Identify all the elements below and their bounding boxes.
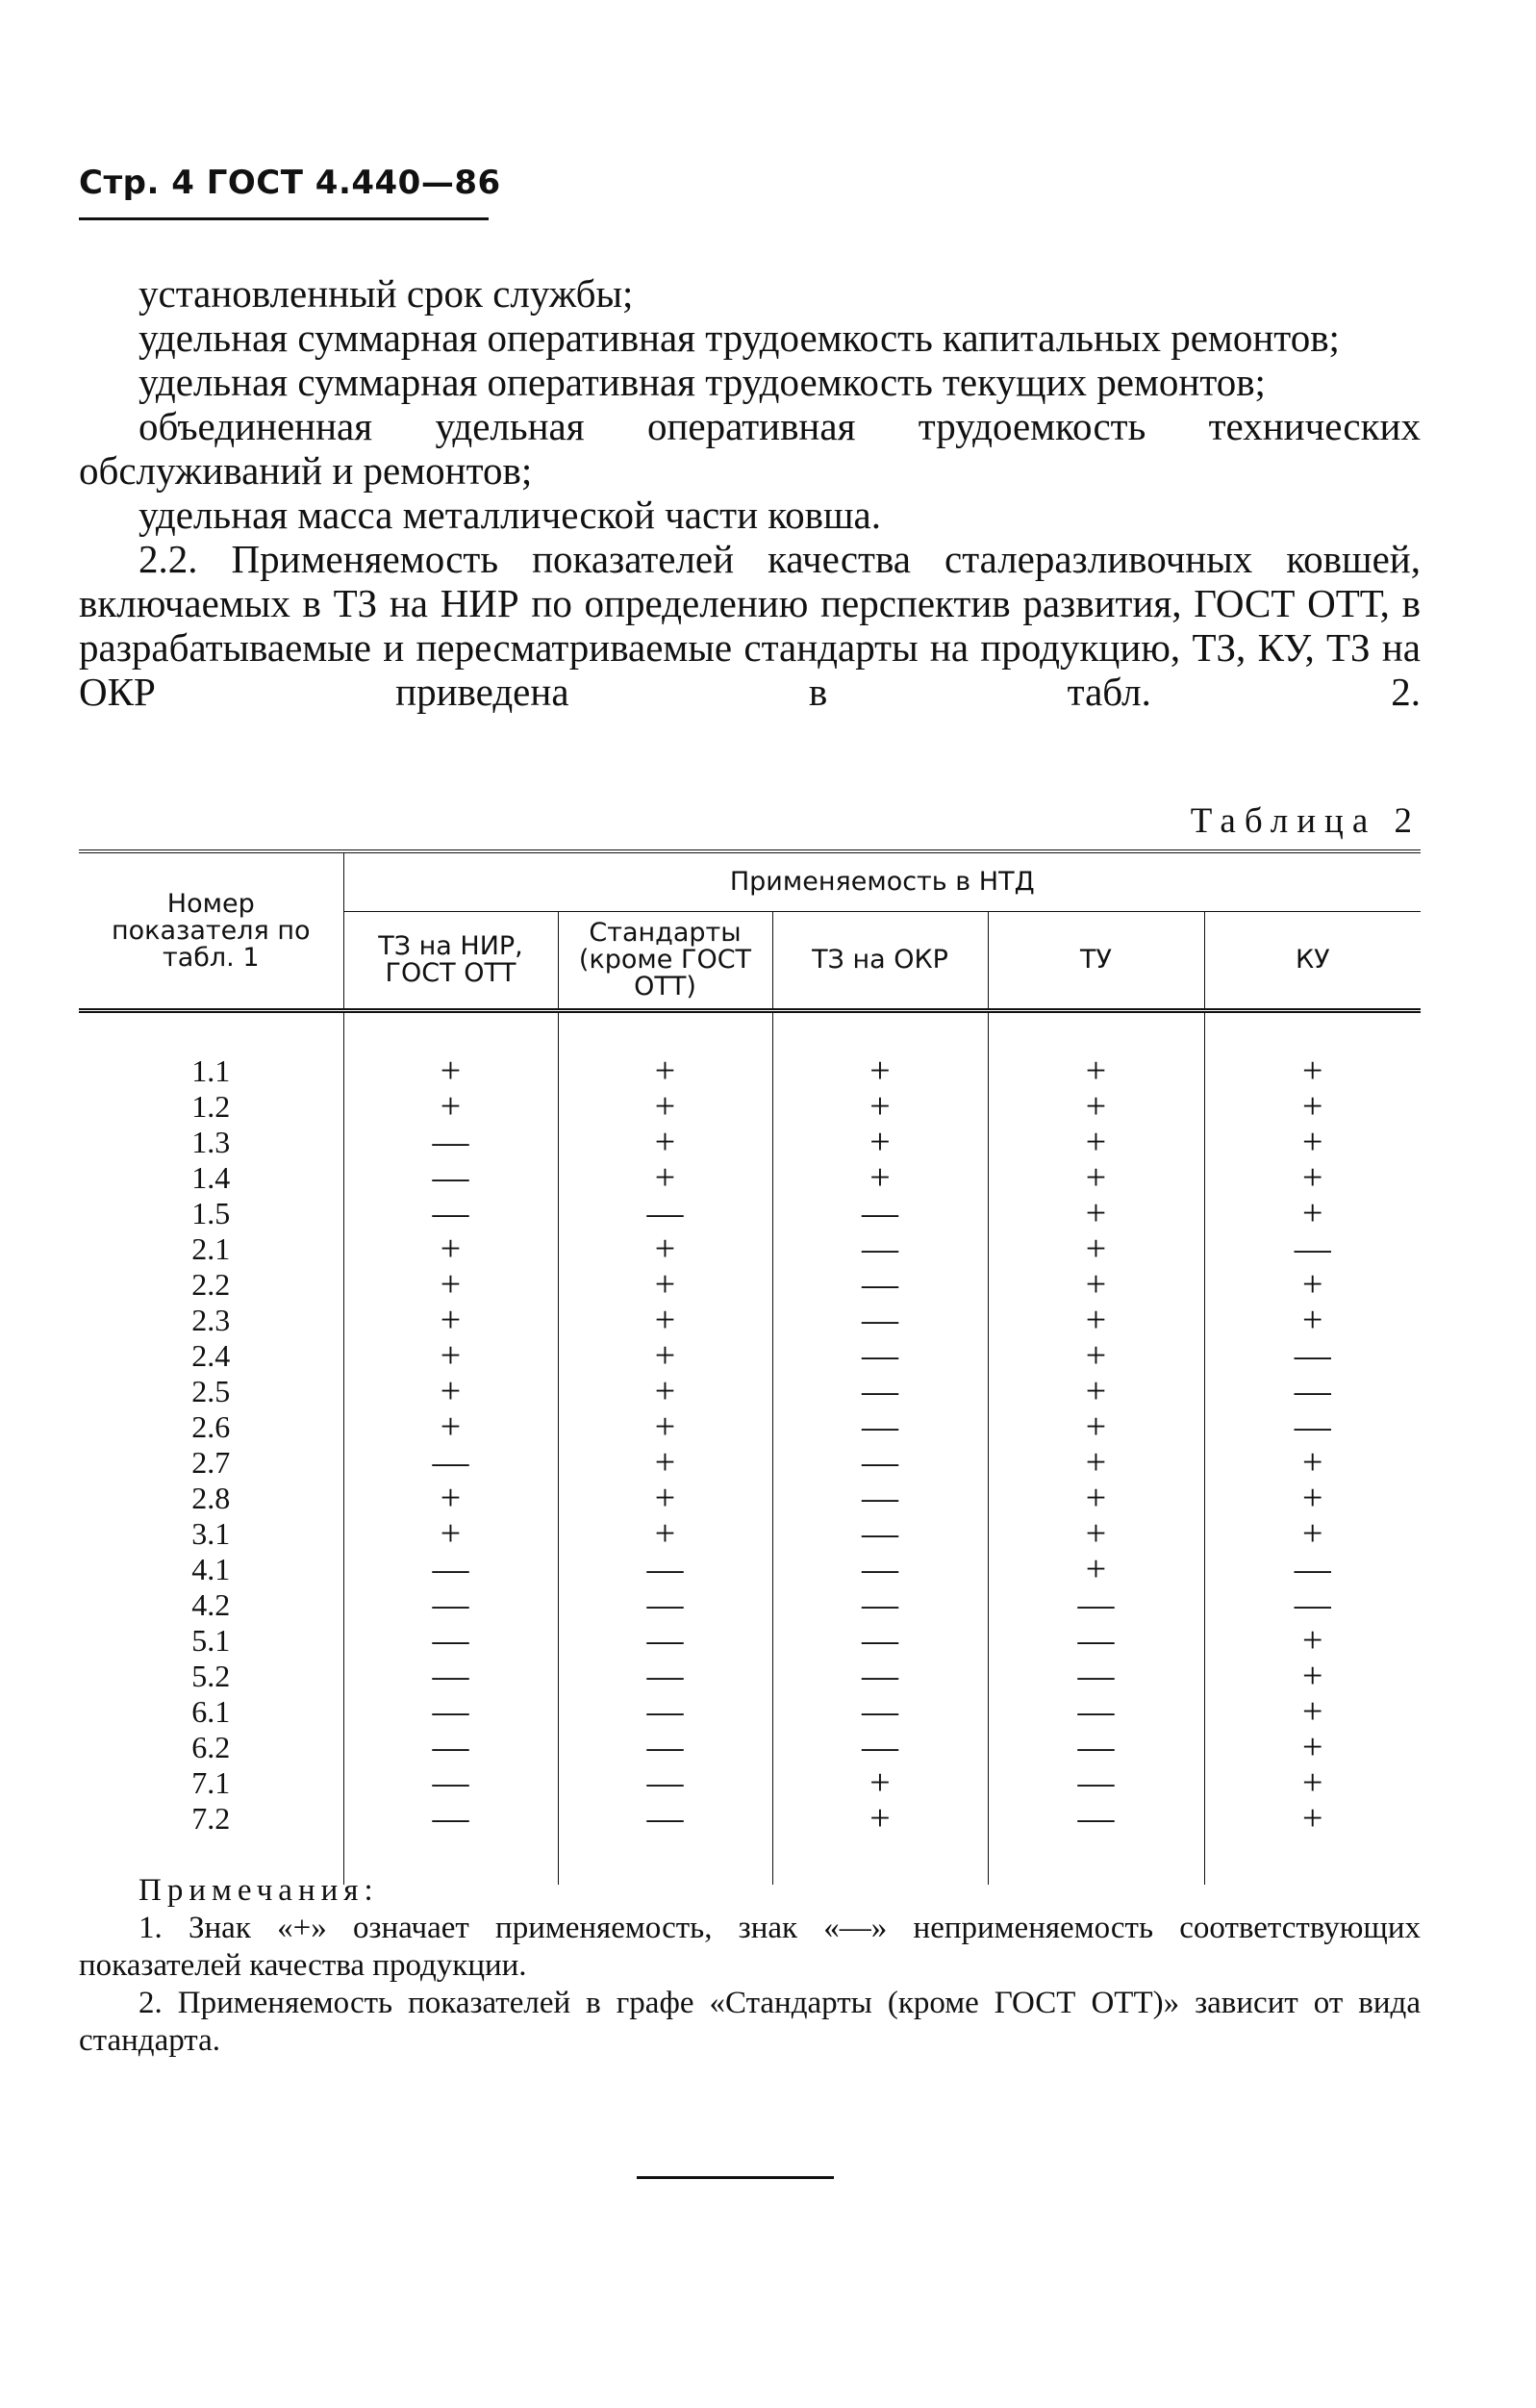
row-indicator-number: 2.8 bbox=[191, 1481, 231, 1515]
table-spacer-row bbox=[79, 1011, 1421, 1054]
applicability-cell: — bbox=[988, 1587, 1204, 1623]
applicability-cell: + bbox=[558, 1374, 772, 1409]
row-indicator-number: 2.4 bbox=[191, 1338, 231, 1373]
applicability-cell: + bbox=[558, 1516, 772, 1552]
applicability-cell: — bbox=[1204, 1338, 1421, 1374]
table-caption: Таблица 2 bbox=[1190, 801, 1421, 841]
table-row bbox=[79, 1374, 1421, 1409]
column-header-tz-nir: ТЗ на НИР, ГОСТ ОТТ bbox=[343, 912, 558, 1011]
column-header-standards: Стандарты (кроме ГОСТ ОТТ) bbox=[558, 912, 772, 1011]
table-row bbox=[79, 1481, 1421, 1516]
table-row bbox=[79, 1231, 1421, 1267]
table-row bbox=[79, 1303, 1421, 1338]
applicability-cell: + bbox=[558, 1409, 772, 1445]
applicability-cell: + bbox=[772, 1765, 988, 1801]
note-item-2: 2. Применяемость показателей в графе «Стандарты (кроме ГОСТ ОТТ)» зависит от вида стандарта. bbox=[79, 1986, 1421, 2058]
applicability-cell: — bbox=[558, 1552, 772, 1587]
table-row bbox=[79, 1125, 1421, 1160]
applicability-cell: + bbox=[988, 1125, 1204, 1160]
applicability-cell: — bbox=[558, 1659, 772, 1694]
row-indicator-number: 6.1 bbox=[191, 1694, 231, 1729]
applicability-cell: — bbox=[343, 1730, 558, 1765]
applicability-cell: — bbox=[988, 1730, 1204, 1765]
applicability-cell: + bbox=[558, 1125, 772, 1160]
row-indicator-number: 2.3 bbox=[191, 1303, 231, 1337]
row-indicator-number: 1.3 bbox=[191, 1125, 231, 1159]
applicability-cell: — bbox=[1204, 1587, 1421, 1623]
applicability-cell: — bbox=[1204, 1231, 1421, 1267]
applicability-cell: + bbox=[343, 1053, 558, 1089]
applicability-cell: — bbox=[988, 1659, 1204, 1694]
applicability-cell: + bbox=[558, 1160, 772, 1196]
applicability-cell: + bbox=[988, 1481, 1204, 1516]
applicability-cell: + bbox=[1204, 1303, 1421, 1338]
row-indicator-number: 1.4 bbox=[191, 1160, 231, 1195]
applicability-cell: + bbox=[1204, 1659, 1421, 1694]
applicability-cell: — bbox=[772, 1552, 988, 1587]
applicability-cell: + bbox=[988, 1196, 1204, 1231]
body-text bbox=[79, 271, 1421, 714]
applicability-cell: — bbox=[772, 1516, 988, 1552]
applicability-cell: + bbox=[988, 1409, 1204, 1445]
applicability-cell: + bbox=[1204, 1089, 1421, 1125]
paragraph-capital-repairs: удельная суммарная оперативная трудоемкость капитальных ремонтов; bbox=[138, 316, 1340, 360]
applicability-cell: — bbox=[343, 1623, 558, 1659]
paragraph-ladle-mass: удельная масса металлической части ковша. bbox=[138, 493, 881, 537]
applicability-cell: — bbox=[772, 1267, 988, 1303]
paragraph-service-life: установленный срок службы; bbox=[138, 271, 634, 316]
applicability-cell: — bbox=[343, 1196, 558, 1231]
applicability-cell: + bbox=[772, 1125, 988, 1160]
applicability-cell: + bbox=[1204, 1516, 1421, 1552]
row-indicator-number: 1.1 bbox=[191, 1053, 231, 1088]
applicability-cell: + bbox=[1204, 1481, 1421, 1516]
applicability-cell: — bbox=[772, 1730, 988, 1765]
page-header: Стр. 4 ГОСТ 4.440—86 bbox=[79, 164, 501, 202]
applicability-cell: — bbox=[988, 1623, 1204, 1659]
row-indicator-number: 2.1 bbox=[191, 1231, 231, 1266]
applicability-cell: — bbox=[772, 1445, 988, 1481]
applicability-cell: + bbox=[343, 1516, 558, 1552]
row-indicator-number: 7.1 bbox=[191, 1765, 231, 1800]
table-row bbox=[79, 1516, 1421, 1552]
row-indicator-number: 2.6 bbox=[191, 1409, 231, 1444]
table-row bbox=[79, 1552, 1421, 1587]
applicability-cell: + bbox=[988, 1089, 1204, 1125]
applicability-cell: + bbox=[988, 1231, 1204, 1267]
applicability-cell: — bbox=[1204, 1552, 1421, 1587]
applicability-cell: + bbox=[558, 1303, 772, 1338]
header-rule bbox=[79, 217, 489, 220]
applicability-cell: — bbox=[343, 1659, 558, 1694]
applicability-cell: — bbox=[343, 1801, 558, 1837]
applicability-cell: — bbox=[772, 1338, 988, 1374]
applicability-cell: + bbox=[772, 1053, 988, 1089]
table-body bbox=[79, 1011, 1421, 1886]
applicability-cell: + bbox=[988, 1516, 1204, 1552]
table-row bbox=[79, 1409, 1421, 1445]
applicability-cell: + bbox=[558, 1445, 772, 1481]
applicability-cell: — bbox=[558, 1730, 772, 1765]
table-header-row bbox=[79, 851, 1421, 912]
table-row bbox=[79, 1730, 1421, 1765]
applicability-cell: + bbox=[1204, 1694, 1421, 1730]
applicability-cell: + bbox=[558, 1089, 772, 1125]
table-row bbox=[79, 1445, 1421, 1481]
applicability-cell: + bbox=[772, 1801, 988, 1837]
row-indicator-number: 7.2 bbox=[191, 1801, 231, 1836]
applicability-cell: — bbox=[558, 1801, 772, 1837]
row-indicator-number: 5.1 bbox=[191, 1623, 231, 1658]
applicability-cell: + bbox=[1204, 1053, 1421, 1089]
applicability-cell: — bbox=[988, 1694, 1204, 1730]
applicability-cell: + bbox=[1204, 1730, 1421, 1765]
applicability-cell: + bbox=[988, 1552, 1204, 1587]
applicability-cell: — bbox=[772, 1374, 988, 1409]
applicability-cell: — bbox=[1204, 1374, 1421, 1409]
applicability-cell: — bbox=[558, 1196, 772, 1231]
table-row bbox=[79, 1623, 1421, 1659]
applicability-cell: — bbox=[343, 1125, 558, 1160]
applicability-cell: + bbox=[1204, 1445, 1421, 1481]
row-indicator-number: 2.5 bbox=[191, 1374, 231, 1408]
applicability-cell: — bbox=[772, 1303, 988, 1338]
paragraph-section-2-2: 2.2. Применяемость показателей качества сталеразливочных ковшей, включаемых в ТЗ на НИР по определению перспектив развития, ГОСТ ОТТ, в разрабатываемые и пересматриваемые стандарты на продукцию, ТЗ, КУ, ТЗ на ОКР приведена в табл. 2. bbox=[79, 537, 1421, 714]
column-header-indicator-number: Номер показателя по табл. 1 bbox=[79, 851, 343, 1011]
applicability-cell: + bbox=[988, 1374, 1204, 1409]
applicability-cell: + bbox=[1204, 1765, 1421, 1801]
applicability-cell: — bbox=[558, 1623, 772, 1659]
applicability-cell: — bbox=[343, 1160, 558, 1196]
applicability-cell: + bbox=[1204, 1267, 1421, 1303]
applicability-cell: — bbox=[772, 1694, 988, 1730]
applicability-cell: — bbox=[988, 1765, 1204, 1801]
applicability-cell: + bbox=[343, 1374, 558, 1409]
row-indicator-number: 1.5 bbox=[191, 1196, 231, 1230]
column-header-ku: КУ bbox=[1204, 912, 1421, 1011]
applicability-cell: + bbox=[343, 1303, 558, 1338]
row-indicator-number: 1.2 bbox=[191, 1089, 231, 1124]
column-header-tu: ТУ bbox=[988, 912, 1204, 1011]
applicability-cell: + bbox=[772, 1160, 988, 1196]
applicability-cell: — bbox=[558, 1587, 772, 1623]
applicability-cell: + bbox=[1204, 1125, 1421, 1160]
applicability-cell: + bbox=[988, 1338, 1204, 1374]
applicability-cell: + bbox=[343, 1409, 558, 1445]
applicability-cell: — bbox=[343, 1552, 558, 1587]
row-indicator-number: 6.2 bbox=[191, 1730, 231, 1764]
applicability-cell: — bbox=[772, 1623, 988, 1659]
table-row bbox=[79, 1659, 1421, 1694]
table-row bbox=[79, 1160, 1421, 1196]
row-indicator-number: 2.2 bbox=[191, 1267, 231, 1302]
column-group-header: Применяемость в НТД bbox=[343, 851, 1421, 912]
applicability-cell: + bbox=[558, 1481, 772, 1516]
column-header-tz-okr: ТЗ на ОКР bbox=[772, 912, 988, 1011]
table-row bbox=[79, 1053, 1421, 1089]
bottom-rule bbox=[637, 2176, 834, 2179]
applicability-cell: — bbox=[772, 1231, 988, 1267]
paragraph-combined-labor: объединенная удельная оперативная трудоемкость технических обслуживаний и ремонтов; bbox=[79, 404, 1421, 493]
applicability-cell: — bbox=[343, 1445, 558, 1481]
notes bbox=[79, 1872, 1421, 2060]
applicability-cell: + bbox=[558, 1267, 772, 1303]
applicability-cell: — bbox=[772, 1587, 988, 1623]
row-indicator-number: 4.1 bbox=[191, 1552, 231, 1586]
applicability-cell: + bbox=[343, 1089, 558, 1125]
applicability-cell: + bbox=[988, 1267, 1204, 1303]
table-row bbox=[79, 1089, 1421, 1125]
applicability-cell: + bbox=[1204, 1801, 1421, 1837]
applicability-cell: + bbox=[343, 1481, 558, 1516]
applicability-cell: + bbox=[343, 1267, 558, 1303]
applicability-cell: + bbox=[343, 1338, 558, 1374]
applicability-cell: — bbox=[1204, 1409, 1421, 1445]
applicability-cell: + bbox=[558, 1231, 772, 1267]
table-row bbox=[79, 1338, 1421, 1374]
applicability-cell: + bbox=[558, 1053, 772, 1089]
applicability-cell: + bbox=[1204, 1623, 1421, 1659]
applicability-cell: + bbox=[988, 1303, 1204, 1338]
row-indicator-number: 3.1 bbox=[191, 1516, 231, 1551]
note-item-1: 1. Знак «+» означает применяемость, знак «—» неприменяемость соответствующих показателей качества продукции. bbox=[79, 1911, 1421, 1983]
applicability-cell: + bbox=[1204, 1160, 1421, 1196]
applicability-cell: + bbox=[988, 1160, 1204, 1196]
table-row bbox=[79, 1196, 1421, 1231]
notes-title: Примечания: bbox=[138, 1873, 379, 1908]
table-row bbox=[79, 1694, 1421, 1730]
applicability-cell: + bbox=[988, 1053, 1204, 1089]
applicability-cell: — bbox=[558, 1694, 772, 1730]
table-row bbox=[79, 1801, 1421, 1837]
table-row bbox=[79, 1587, 1421, 1623]
applicability-cell: — bbox=[558, 1765, 772, 1801]
applicability-cell: + bbox=[988, 1445, 1204, 1481]
row-indicator-number: 2.7 bbox=[191, 1445, 231, 1480]
applicability-cell: — bbox=[988, 1801, 1204, 1837]
applicability-cell: — bbox=[343, 1765, 558, 1801]
row-indicator-number: 5.2 bbox=[191, 1659, 231, 1693]
row-indicator-number: 4.2 bbox=[191, 1587, 231, 1622]
applicability-cell: — bbox=[772, 1409, 988, 1445]
table-row bbox=[79, 1267, 1421, 1303]
applicability-cell: + bbox=[772, 1089, 988, 1125]
applicability-cell: + bbox=[1204, 1196, 1421, 1231]
applicability-cell: — bbox=[343, 1694, 558, 1730]
applicability-cell: — bbox=[772, 1481, 988, 1516]
applicability-cell: — bbox=[343, 1587, 558, 1623]
applicability-cell: — bbox=[772, 1196, 988, 1231]
applicability-cell: + bbox=[343, 1231, 558, 1267]
paragraph-current-repairs: удельная суммарная оперативная трудоемкость текущих ремонтов; bbox=[138, 360, 1266, 404]
applicability-cell: — bbox=[772, 1659, 988, 1694]
applicability-table bbox=[79, 849, 1421, 1885]
table-row bbox=[79, 1765, 1421, 1801]
applicability-cell: + bbox=[558, 1338, 772, 1374]
